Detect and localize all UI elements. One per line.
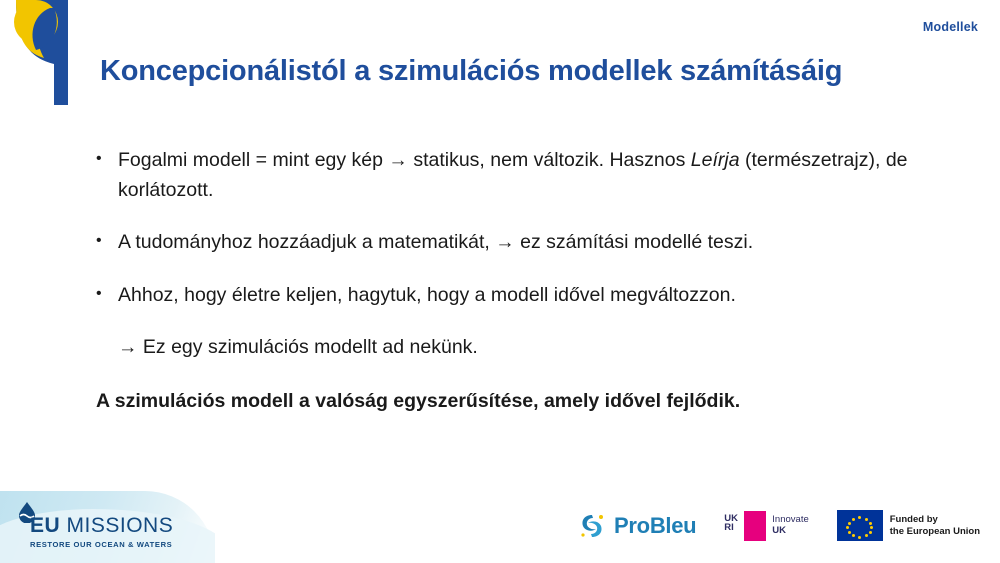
footer-logo-row [577,510,980,541]
probleu-logo [577,511,696,541]
page-title: Koncepcionálistól a szimulációs modellek számításáig [100,55,843,87]
ukri-mark-label: UK RI [724,512,739,534]
bullet-icon: • [96,150,102,167]
eu-funding-line-1: Funded by [889,513,938,525]
ukri-pink-block [744,511,766,541]
conclusion-arrow-line: → Ez egy szimulációs modellt ad nekünk. [118,335,478,358]
brand-logo-icon [6,0,106,105]
ukri-mark-icon [724,511,766,541]
summary-statement: A szimulációs modell a valóság egyszerűsítése, amely idővel fejlődik. [96,390,741,413]
list-item [96,280,926,310]
ukri-logo [724,511,808,541]
list-item-text-pre: Fogalmi modell = mint egy kép → statikus, nem változik. Hasznos [118,149,691,171]
innovate-line-2: UK [772,524,787,536]
list-item [96,145,926,205]
innovate-line-1: Innovate [772,513,809,525]
innovate-uk-label [772,515,808,537]
eu-missions-word: MISSIONS [66,514,174,537]
eu-funding-text [890,514,980,538]
eu-missions-eu: EU [30,514,67,537]
eu-missions-title [30,515,173,536]
slide-body [96,145,926,416]
list-item-text [118,145,926,205]
eu-funding-line-2: the European Union [889,525,980,537]
eu-funding-logo [837,510,980,541]
slide-section-label: Modellek [922,20,978,34]
eu-missions-text [30,515,173,549]
eu-missions-badge [0,491,215,563]
list-item-text: Ahhoz, hogy életre keljen, hagytuk, hogy a modell idővel megváltozzon. [118,283,736,306]
bullet-icon: • [96,284,102,302]
list-item-text-emphasis: Leírja [690,149,740,171]
eu-flag-icon [837,510,883,541]
probleu-swirl-icon [577,511,607,541]
eu-missions-subtitle: RESTORE OUR OCEAN & WATERS [30,540,173,549]
bullet-icon: • [96,232,102,250]
probleu-wordmark: ProBleu [614,512,697,538]
list-item [96,227,926,257]
list-item-text: A tudományhoz hozzáadjuk a matematikát, → ez számítási modellé teszi. [118,231,754,254]
list-item-text-post: (természetrajz), de korlátozott. [118,149,908,202]
